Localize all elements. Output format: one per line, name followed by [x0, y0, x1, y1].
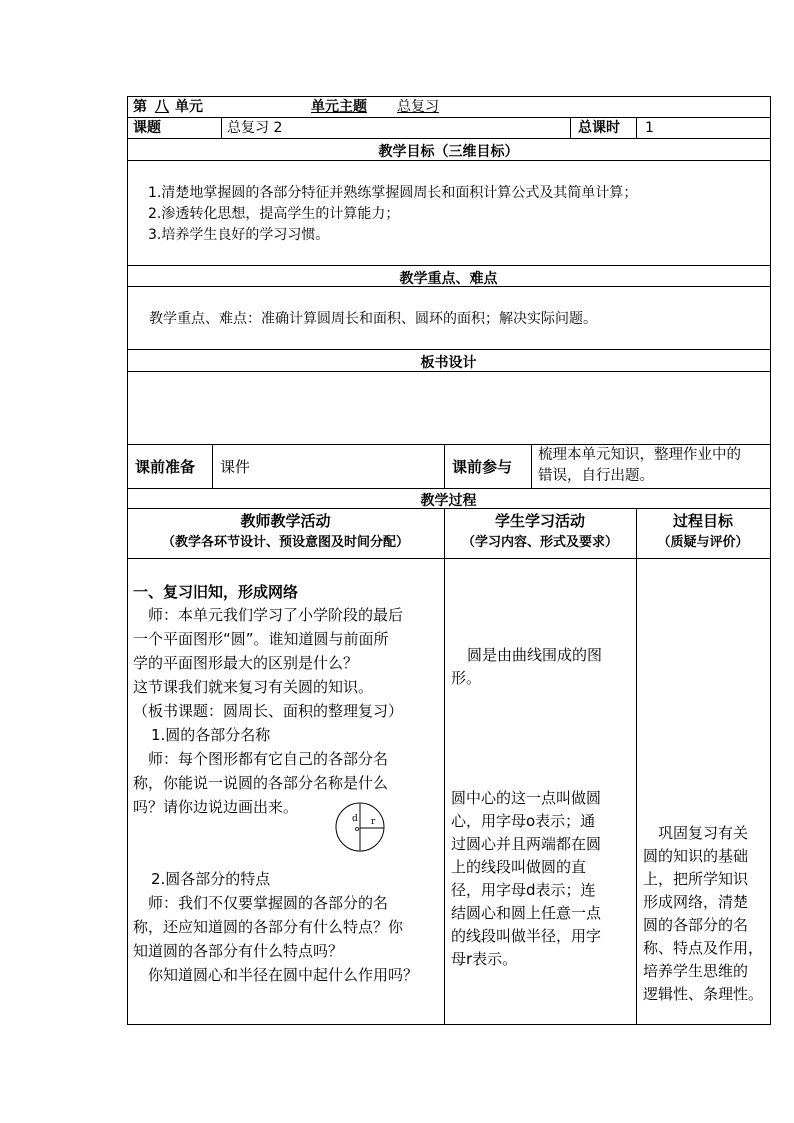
table-border — [636, 117, 637, 138]
table-border — [127, 349, 771, 350]
teacher-line: 师：每个图形都有它自己的各部分名 — [148, 750, 389, 768]
student-answer-line: 圆中心的这一点叫做圆 — [451, 789, 602, 807]
participation-label: 课前参与 — [452, 458, 513, 476]
key-points-title: 教学重点、难点 — [399, 271, 498, 287]
student-column-title: 学生学习活动 — [494, 512, 585, 530]
table-border — [127, 488, 771, 489]
goal-line: 培养学生思维的 — [643, 962, 749, 980]
student-column-subtitle: （学习内容、形式及要求） — [461, 535, 618, 550]
unit-number: 八 — [155, 99, 169, 115]
teacher-line: 学的平面图形最大的区别是什么？ — [133, 654, 359, 672]
prep-label: 课前准备 — [135, 458, 196, 476]
table-border — [127, 1024, 771, 1025]
topic-label: 课题 — [133, 120, 161, 136]
table-border — [212, 444, 213, 488]
participation-value: 梳理本单元知识，整理作业中的 — [538, 447, 741, 463]
teacher-line: 你知道圆心和半径在圆中起什么作用吗？ — [148, 966, 419, 984]
student-answer-line: 过圆心并且两端都在圆 — [451, 835, 602, 853]
teacher-line: 称，你能说一说圆的各部分名称是什么 — [133, 774, 389, 792]
board-design-area — [128, 372, 770, 444]
table-border — [127, 138, 771, 139]
teacher-line: 2.圆各部分的特点 — [151, 870, 271, 888]
table-border — [127, 265, 771, 266]
board-design-title: 板书设计 — [420, 355, 477, 371]
table-border — [636, 508, 637, 1024]
goal-line: 圆的知识的基础 — [643, 847, 749, 865]
objectives-title: 教学目标（三维目标） — [378, 144, 519, 160]
participation-value: 错误，自行出题。 — [538, 468, 654, 484]
teacher-line: 这节课我们就来复习有关圆的知识。 — [133, 678, 374, 696]
unit-theme-value: 总复习 — [397, 99, 439, 115]
student-answer-line: 上的线段叫做圆的直 — [451, 858, 587, 876]
teacher-line: 师：我们不仅要掌握圆的各部分的名 — [148, 894, 389, 912]
objective-item: 2.渗透转化思想，提高学生的计算能力； — [148, 206, 400, 222]
table-border — [127, 558, 771, 559]
total-hours-value: 1 — [645, 120, 654, 136]
section-heading: 一、复习旧知，形成网络 — [133, 583, 299, 601]
teacher-line: 1.圆的各部分名称 — [151, 726, 271, 744]
unit-suffix: 单元 — [175, 99, 203, 115]
objective-item: 3.培养学生良好的学习习惯。 — [148, 227, 330, 243]
goal-line: 圆的各部分的名 — [643, 916, 749, 934]
unit-prefix: 第 — [133, 99, 147, 115]
unit-theme-label: 单元主题 — [311, 99, 367, 115]
key-points-text: 教学重点、难点：准确计算圆周长和面积、圆环的面积；解决实际问题。 — [149, 311, 597, 327]
teacher-line: 吗？请你边说边画出来。 — [133, 798, 299, 816]
teacher-column-title: 教师教学活动 — [240, 512, 331, 530]
goal-line: 称、特点及作用， — [643, 939, 764, 957]
goal-line: 上，把所学知识 — [643, 870, 749, 888]
circle-diagram-icon — [332, 799, 392, 855]
student-answer-line: 母r表示。 — [451, 950, 518, 968]
goal-column-subtitle: （质疑与评价） — [657, 535, 749, 550]
table-border — [127, 96, 128, 1025]
student-answer-line: 心，用字母o表示；通 — [451, 812, 596, 830]
table-border — [127, 117, 771, 118]
objective-item: 1.清楚地掌握圆的各部分特征并熟练掌握圆周长和面积计算公式及其简单计算； — [148, 185, 638, 201]
table-border — [770, 96, 771, 1025]
table-border — [221, 117, 222, 138]
student-answer-line: 径，用字母d表示；连 — [451, 881, 596, 899]
goal-line: 巩固复习有关 — [658, 824, 749, 842]
table-border — [127, 96, 771, 97]
radius-label: r — [371, 817, 376, 827]
table-border — [570, 117, 571, 138]
process-title: 教学过程 — [420, 493, 477, 509]
table-border — [444, 444, 445, 488]
goal-line: 形成网络，清楚 — [643, 893, 749, 911]
goal-column-title: 过程目标 — [672, 512, 733, 530]
teacher-line: 称，还应知道圆的各部分有什么特点？你 — [133, 918, 404, 936]
table-border — [444, 508, 445, 1024]
student-answer-line: 形。 — [451, 669, 482, 687]
table-border — [127, 444, 771, 445]
student-answer-line: 圆是由曲线围成的图 — [467, 646, 603, 664]
student-answer-line: 的线段叫做半径，用字 — [451, 927, 602, 945]
teacher-line: 知道圆的各部分有什么特点吗？ — [133, 942, 344, 960]
goal-line: 逻辑性、条理性。 — [643, 985, 764, 1003]
teacher-column-subtitle: （教学各环节设计、预设意图及时间分配） — [161, 535, 409, 550]
teacher-line: 一个平面图形“圆”。谁知道圆与前面所 — [133, 630, 389, 648]
table-border — [531, 444, 532, 488]
total-hours-label: 总课时 — [578, 120, 620, 136]
topic-value: 总复习 2 — [227, 120, 283, 136]
teacher-line: （板书课题：圆周长、面积的整理复习） — [133, 702, 404, 720]
student-answer-line: 结圆心和圆上任意一点 — [451, 904, 602, 922]
prep-value: 课件 — [220, 458, 251, 476]
teacher-line: 师：本单元我们学习了小学阶段的最后 — [148, 606, 404, 624]
diameter-label: d — [352, 814, 358, 824]
